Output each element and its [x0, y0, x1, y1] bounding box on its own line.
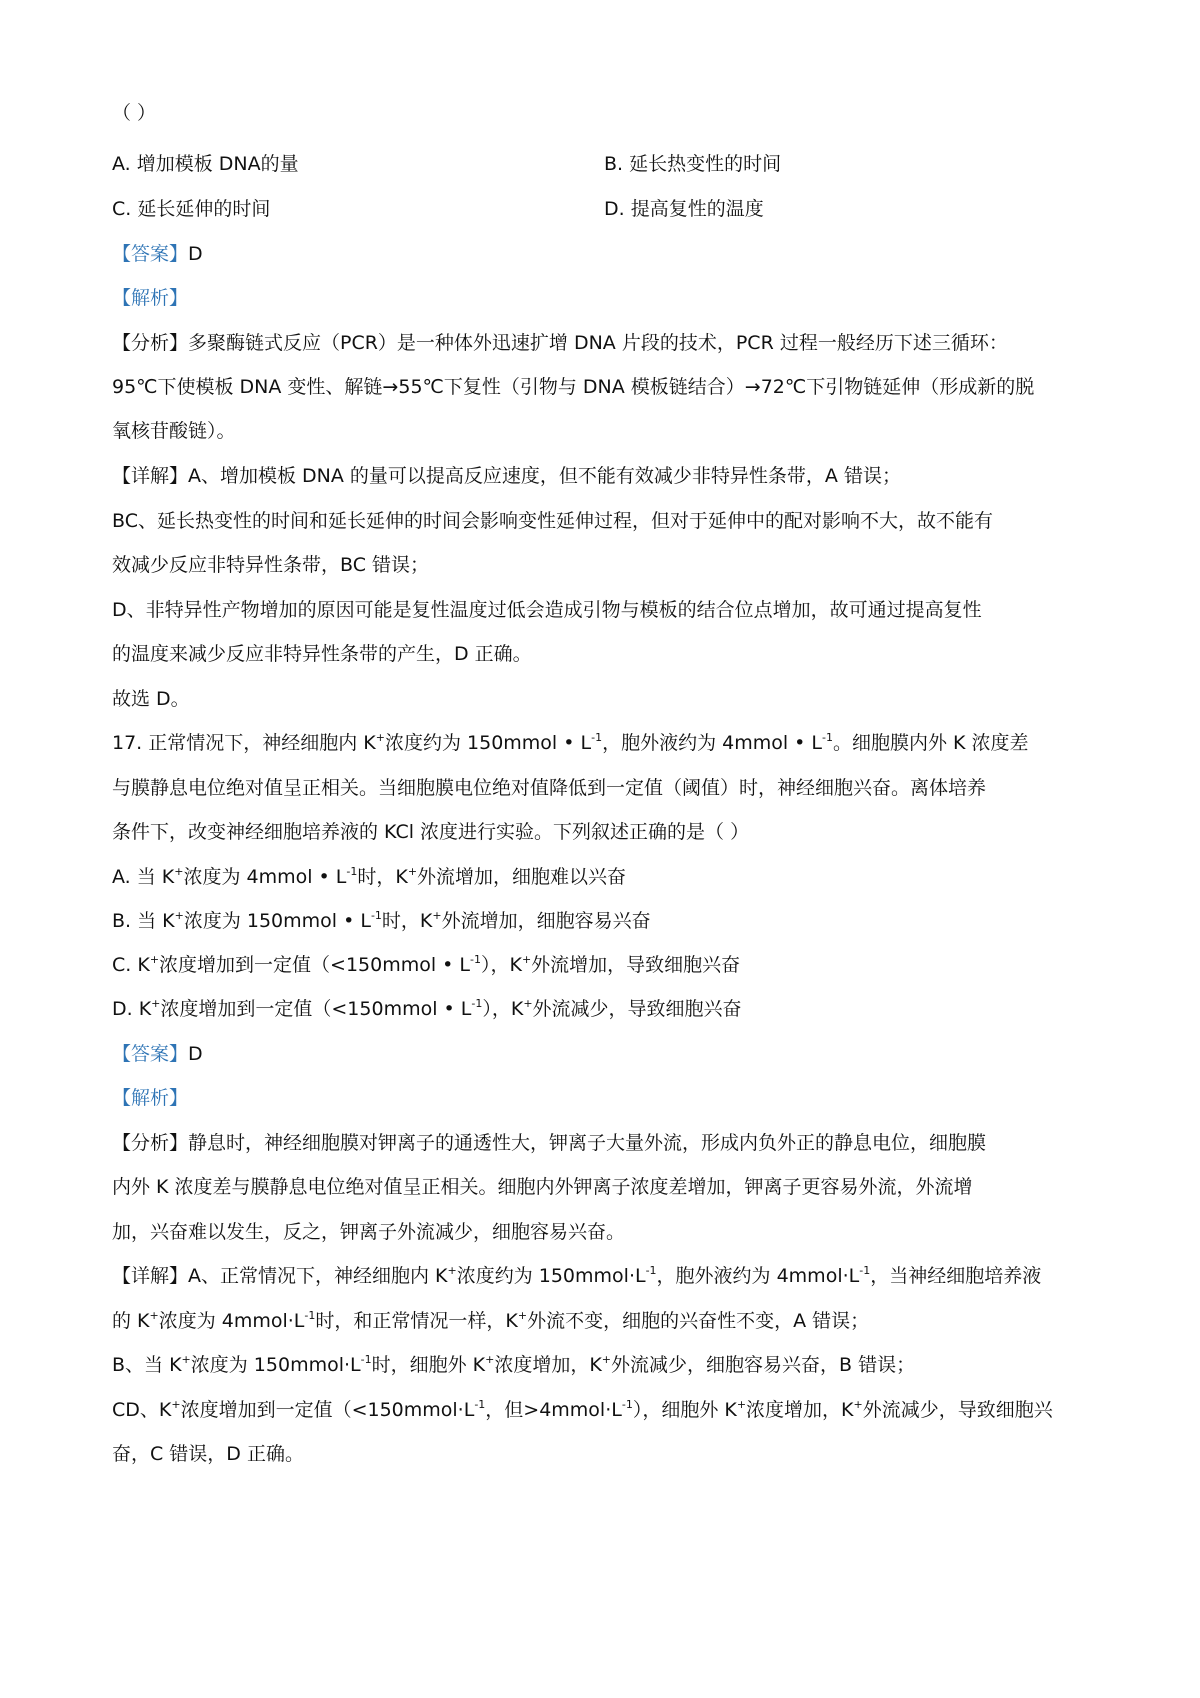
superscript: +	[174, 865, 184, 878]
option-text: 延长延伸的时间	[137, 198, 271, 220]
superscript: +	[517, 1309, 528, 1322]
option-text: 外流增加，细胞容易兴奋	[441, 910, 651, 932]
superscript: -1	[470, 953, 481, 966]
option-b	[604, 151, 781, 177]
option-text: 浓度为 4mmol • L	[183, 866, 347, 888]
superscript: +	[601, 1353, 611, 1366]
conclusion-line: 故选 D。	[112, 688, 190, 710]
option-text: 外流增加，细胞难以兴奋	[417, 866, 627, 888]
superscript: -1	[471, 997, 483, 1010]
superscript: +	[485, 1353, 495, 1366]
superscript: -1	[621, 1398, 633, 1411]
question-17-stem: 条件下，改变神经细胞培养液的 KCl 浓度进行实验。下列叙述正确的是（ ）	[112, 821, 750, 843]
option-label: C.	[112, 198, 132, 220]
option-a	[112, 864, 1100, 890]
superscript: +	[407, 865, 418, 878]
detail-text: ，胞外液约为 4mmol·L	[656, 1265, 860, 1287]
option-text: ），K	[482, 998, 524, 1020]
detail-text: 时，和正常情况一样，K	[315, 1310, 518, 1332]
analysis-line: 内外 K 浓度差与膜静息电位绝对值呈正相关。细胞内外钾离子浓度差增加，钾离子更容易外流，外流增	[112, 1176, 973, 1198]
superscript: +	[151, 997, 161, 1010]
option-label: A.	[112, 153, 131, 175]
option-text: 外流增加，导致细胞兴奋	[531, 954, 741, 976]
option-label: B.	[604, 153, 624, 175]
superscript: +	[174, 909, 184, 922]
analysis-line: 加，兴奋难以发生，反之，钾离子外流减少，细胞容易兴奋。	[112, 1221, 626, 1243]
question-paren: （ ）	[112, 102, 157, 124]
explain-tag: 【解析】	[112, 287, 189, 309]
stem-text: 浓度约为 150mmol • L	[384, 732, 592, 754]
answer-value: D	[188, 1043, 203, 1065]
option-text: ），K	[480, 954, 522, 976]
superscript: +	[181, 1353, 191, 1366]
superscript: -1	[370, 909, 382, 922]
explain-tag: 【解析】	[112, 1087, 189, 1109]
question-17-stem: 与膜静息电位绝对值呈正相关。当细胞膜电位绝对值降低到一定值（阈值）时，神经细胞兴奋。离体培养	[112, 777, 987, 799]
detail-line: BC、延长热变性的时间和延长延伸的时间会影响变性延伸过程，但对于延伸中的配对影响不大，故不能有	[112, 510, 993, 532]
answer-tag: 【答案】	[112, 243, 189, 265]
option-text: D. K	[112, 998, 152, 1020]
analysis-line: 95℃下使模板 DNA 变性、解链→55℃下复性（引物与 DNA 模板链结合）→72℃下引物链延伸（形成新的脱	[112, 376, 1035, 398]
answer-value: D	[188, 243, 203, 265]
detail-text: 的 K	[112, 1310, 150, 1332]
superscript: -1	[304, 1309, 316, 1322]
detail-text: 【详解】A、正常情况下，神经细胞内 K	[112, 1265, 448, 1287]
option-text: 浓度为 150mmol • L	[183, 910, 371, 932]
option-text: B. 当 K	[112, 910, 175, 932]
stem-text: 17. 正常情况下，神经细胞内 K	[112, 732, 376, 754]
superscript: -1	[346, 865, 358, 878]
detail-line	[112, 1352, 1100, 1378]
analysis-line: 氧核苷酸链）。	[112, 420, 236, 442]
detail-text: 浓度增加，K	[746, 1399, 854, 1421]
detail-line: 奋，C 错误，D 正确。	[112, 1443, 304, 1465]
stem-text: ，胞外液约为 4mmol • L	[602, 732, 822, 754]
analysis-line: 【分析】多聚酶链式反应（PCR）是一种体外迅速扩增 DNA 片段的技术，PCR 过程一般经历下述三循环：	[112, 332, 1008, 354]
option-text: 浓度增加到一定值（<150mmol • L	[160, 998, 472, 1020]
analysis-line: 【分析】静息时，神经细胞膜对钾离子的通透性大，钾离子大量外流，形成内负外正的静息电位，细胞膜	[112, 1132, 987, 1154]
option-b	[112, 908, 1100, 934]
detail-text: CD、K	[112, 1399, 172, 1421]
superscript: +	[432, 909, 442, 922]
detail-text: ，但>4mmol·L	[485, 1399, 622, 1421]
detail-line: 的温度来减少反应非特异性条带的产生，D 正确。	[112, 643, 532, 665]
superscript: +	[375, 731, 385, 744]
detail-text: B、当 K	[112, 1354, 182, 1376]
superscript: +	[521, 953, 532, 966]
superscript: -1	[360, 1353, 372, 1366]
detail-line	[112, 1308, 1100, 1334]
option-text: 提高复性的温度	[630, 198, 764, 220]
detail-line: 效减少反应非特异性条带，BC 错误；	[112, 554, 430, 576]
option-text: 浓度增加到一定值（<150mmol • L	[159, 954, 471, 976]
option-text: A. 当 K	[112, 866, 175, 888]
detail-line: 【详解】A、增加模板 DNA 的量可以提高反应速度，但不能有效减少非特异性条带，A 错误；	[112, 465, 901, 487]
detail-text: 浓度为 4mmol·L	[158, 1310, 305, 1332]
superscript: -1	[645, 1264, 657, 1277]
option-text: 时，K	[357, 866, 408, 888]
superscript: -1	[591, 731, 603, 744]
detail-text: 浓度约为 150mmol·L	[456, 1265, 646, 1287]
detail-text: 外流不变，细胞的兴奋性不变，A 错误；	[527, 1310, 870, 1332]
superscript: +	[523, 997, 533, 1010]
option-text: 时，K	[381, 910, 433, 932]
detail-text: ，当神经细胞培养液	[870, 1265, 1042, 1287]
detail-text: ），细胞外 K	[632, 1399, 737, 1421]
answer-line	[112, 241, 1100, 267]
option-text: C. K	[112, 954, 150, 976]
detail-text: 外流减少，细胞容易兴奋，B 错误；	[611, 1354, 916, 1376]
detail-line: D、非特异性产物增加的原因可能是复性温度过低会造成引物与模板的结合位点增加，故可通过提高复性	[112, 599, 982, 621]
answer-tag: 【答案】	[112, 1043, 189, 1065]
detail-text: 时，细胞外 K	[371, 1354, 486, 1376]
option-text: 延长热变性的时间	[629, 153, 782, 175]
option-c	[112, 952, 1100, 978]
detail-line	[112, 1263, 1100, 1289]
detail-text: 浓度增加，K	[494, 1354, 602, 1376]
superscript: +	[171, 1398, 181, 1411]
superscript: +	[736, 1398, 747, 1411]
superscript: -1	[821, 731, 833, 744]
superscript: -1	[859, 1264, 871, 1277]
detail-text: 浓度增加到一定值（<150mmol·L	[180, 1399, 475, 1421]
superscript: +	[149, 1309, 159, 1322]
stem-text: 。细胞膜内外 K 浓度差	[832, 732, 1029, 754]
superscript: +	[853, 1398, 863, 1411]
option-text: 增加模板 DNA的量	[136, 153, 299, 175]
option-d	[604, 196, 764, 222]
superscript: +	[447, 1264, 457, 1277]
option-d	[112, 996, 1100, 1022]
detail-text: 浓度为 150mmol·L	[190, 1354, 361, 1376]
answer-line	[112, 1041, 1100, 1067]
superscript: -1	[474, 1398, 486, 1411]
option-text: 外流减少，导致细胞兴奋	[532, 998, 742, 1020]
question-17-stem	[112, 730, 1100, 756]
detail-line	[112, 1397, 1100, 1423]
detail-text: 外流减少，导致细胞兴	[862, 1399, 1053, 1421]
superscript: +	[149, 953, 160, 966]
option-label: D.	[604, 198, 625, 220]
